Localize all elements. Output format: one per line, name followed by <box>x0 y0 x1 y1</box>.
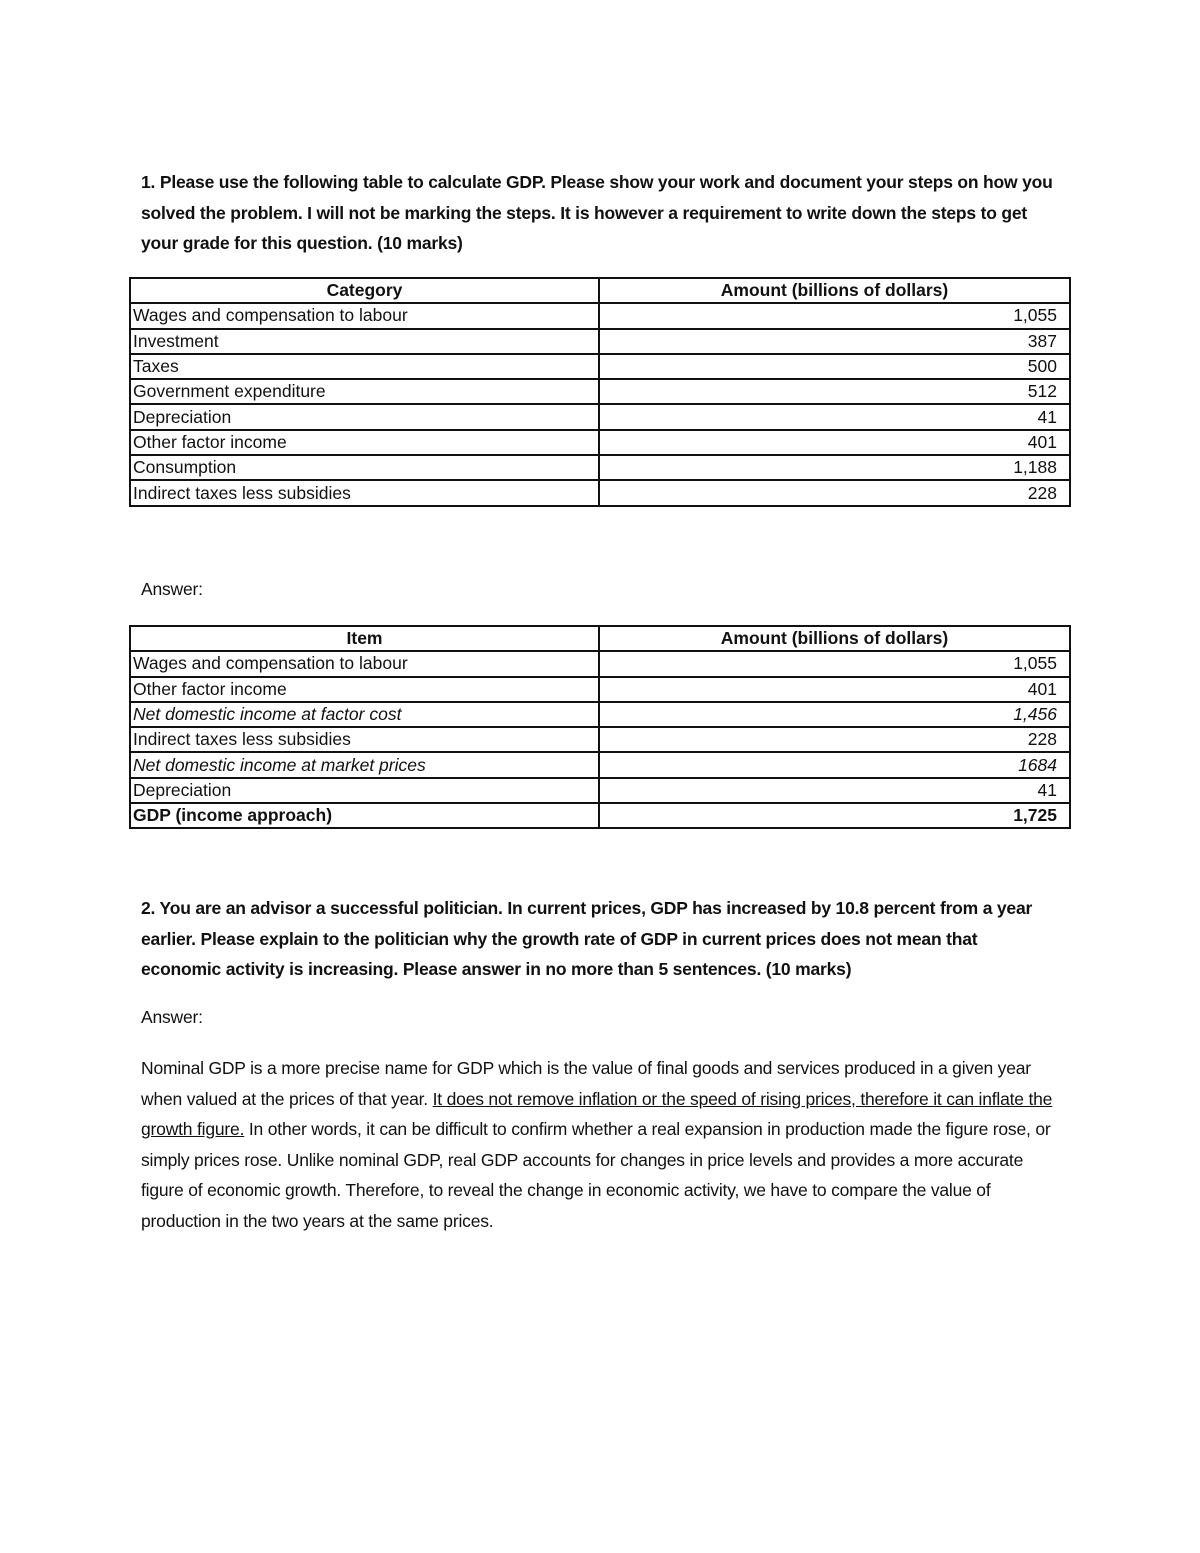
row-label: Other factor income <box>130 677 599 702</box>
row-value: 512 <box>599 379 1070 404</box>
row-label: Depreciation <box>130 404 599 429</box>
column-header-item: Item <box>130 626 599 651</box>
row-label: Wages and compensation to labour <box>130 303 599 328</box>
row-value: 1,055 <box>599 303 1070 328</box>
row-value: 41 <box>599 404 1070 429</box>
row-label: Other factor income <box>130 430 599 455</box>
gdp-answer-table <box>129 625 1071 829</box>
row-label: Consumption <box>130 455 599 480</box>
row-value: 41 <box>599 778 1070 803</box>
answer-2-underlined-text: It does not remove inflation or the speed of rising prices, therefore it can inflate the growth figure. <box>141 1088 1053 1139</box>
row-value: 1,188 <box>599 455 1070 480</box>
row-label: GDP (income approach) <box>130 803 599 828</box>
row-value: 1,456 <box>599 702 1070 727</box>
table-row <box>130 480 1070 505</box>
column-header-amount: Amount (billions of dollars) <box>599 626 1070 651</box>
table-row-subtotal <box>130 752 1070 777</box>
row-label: Taxes <box>130 354 599 379</box>
row-label: Wages and compensation to labour <box>130 651 599 676</box>
table-header-row <box>130 278 1070 303</box>
table-row <box>130 329 1070 354</box>
row-label: Net domestic income at factor cost <box>130 702 599 727</box>
row-value: 228 <box>599 727 1070 752</box>
table-row-subtotal <box>130 702 1070 727</box>
table-row <box>130 651 1070 676</box>
table-header-row <box>130 626 1070 651</box>
answer-2-text-part1: Nominal GDP is a more precise name for GDP which is the value of final goods and services produced in a given year when valued at the prices of that year. <box>141 1058 1031 1109</box>
answer-2-label: Answer: <box>141 1007 203 1027</box>
table-row <box>130 404 1070 429</box>
table-row <box>130 677 1070 702</box>
row-label: Investment <box>130 329 599 354</box>
question-2-prompt: 2. You are an advisor a successful politician. In current prices, GDP has increased by 10.8 percent from a year earlier. Please explain to the politician why the growth rate of GDP in current prices does not mean that economic activity is increasing. Please answer in no more than 5 sentences. (10 marks) <box>141 898 1033 979</box>
row-label: Depreciation <box>130 778 599 803</box>
row-value: 1,725 <box>599 803 1070 828</box>
row-label: Government expenditure <box>130 379 599 404</box>
row-value: 1684 <box>599 752 1070 777</box>
answer-2-text-part2: In other words, it can be difficult to confirm whether a real expansion in production made the figure rose, or simply prices rose. Unlike nominal GDP, real GDP accounts for changes in price levels and provides a more accurate figure of economic growth. Therefore, to reveal the change in economic activity, we have to compare the value of production in the two years at the same prices. <box>141 1119 1051 1231</box>
table-row <box>130 455 1070 480</box>
row-label: Indirect taxes less subsidies <box>130 727 599 752</box>
row-value: 387 <box>599 329 1070 354</box>
row-value: 401 <box>599 430 1070 455</box>
table-row-total <box>130 803 1070 828</box>
row-label: Net domestic income at market prices <box>130 752 599 777</box>
table-row <box>130 379 1070 404</box>
table-row <box>130 354 1070 379</box>
table-row <box>130 727 1070 752</box>
table-row <box>130 430 1070 455</box>
row-value: 500 <box>599 354 1070 379</box>
row-value: 401 <box>599 677 1070 702</box>
column-header-category: Category <box>130 278 599 303</box>
gdp-data-table <box>129 277 1071 507</box>
table-row <box>130 778 1070 803</box>
row-label: Indirect taxes less subsidies <box>130 480 599 505</box>
row-value: 228 <box>599 480 1070 505</box>
row-value: 1,055 <box>599 651 1070 676</box>
answer-2-body <box>141 1053 1061 1236</box>
table-row <box>130 303 1070 328</box>
column-header-amount: Amount (billions of dollars) <box>599 278 1070 303</box>
question-1-prompt: 1. Please use the following table to calculate GDP. Please show your work and document your steps on how you solved the problem. I will not be marking the steps. It is however a requirement to write down the steps to get your grade for this question. (10 marks) <box>141 172 1053 253</box>
answer-1-label: Answer: <box>141 579 203 599</box>
